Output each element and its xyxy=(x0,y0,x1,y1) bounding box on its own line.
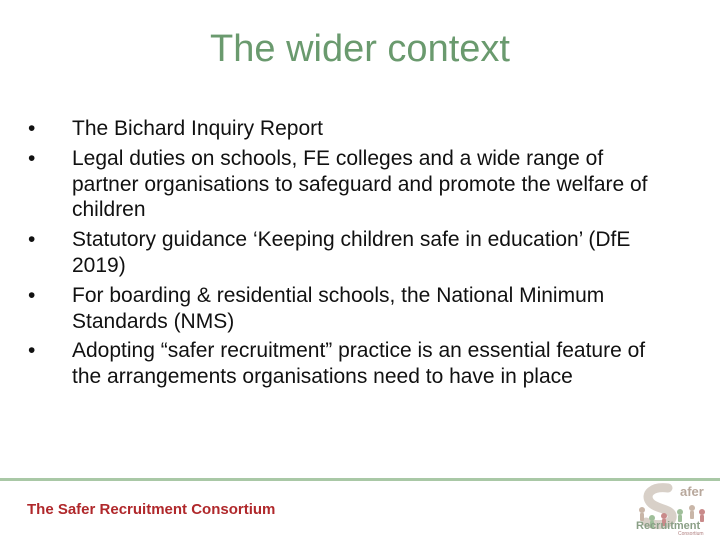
bullet-text: The Bichard Inquiry Report xyxy=(72,117,323,140)
slide-title: The wider context xyxy=(210,28,510,70)
bullet-dot: • xyxy=(28,146,36,170)
logo-word-recruitment: Recruitment xyxy=(636,520,701,532)
bullet-dot: • xyxy=(28,228,36,252)
bullet-text: For boarding & residential schools, the National Minimum Standards (NMS) xyxy=(72,283,605,333)
bullet-item xyxy=(28,283,668,335)
bullet-list xyxy=(28,116,668,394)
footer-divider xyxy=(0,478,720,481)
bullet-dot: • xyxy=(28,339,36,363)
bullet-text: Legal duties on schools, FE colleges and a wide range of partner organisations to safeguard and promote the welfare of children xyxy=(72,146,648,222)
bullet-item xyxy=(28,116,668,142)
logo-word-consortium: Consortium xyxy=(678,531,704,537)
bullet-dot: • xyxy=(28,283,36,307)
bullet-item xyxy=(28,338,668,390)
bullet-dot: • xyxy=(28,117,36,140)
bullet-text: Adopting “safer recruitment” practice is an essential feature of the arrangements organisations need to have in place xyxy=(72,339,646,389)
footer-org-name: The Safer Recruitment Consortium xyxy=(27,501,276,518)
bullet-item xyxy=(28,146,668,223)
logo-word-safer: afer xyxy=(680,484,704,499)
consortium-logo-icon xyxy=(634,482,714,538)
bullet-text: Statutory guidance ‘Keeping children safe in education’ (DfE 2019) xyxy=(72,228,631,277)
bullet-item xyxy=(28,227,668,279)
